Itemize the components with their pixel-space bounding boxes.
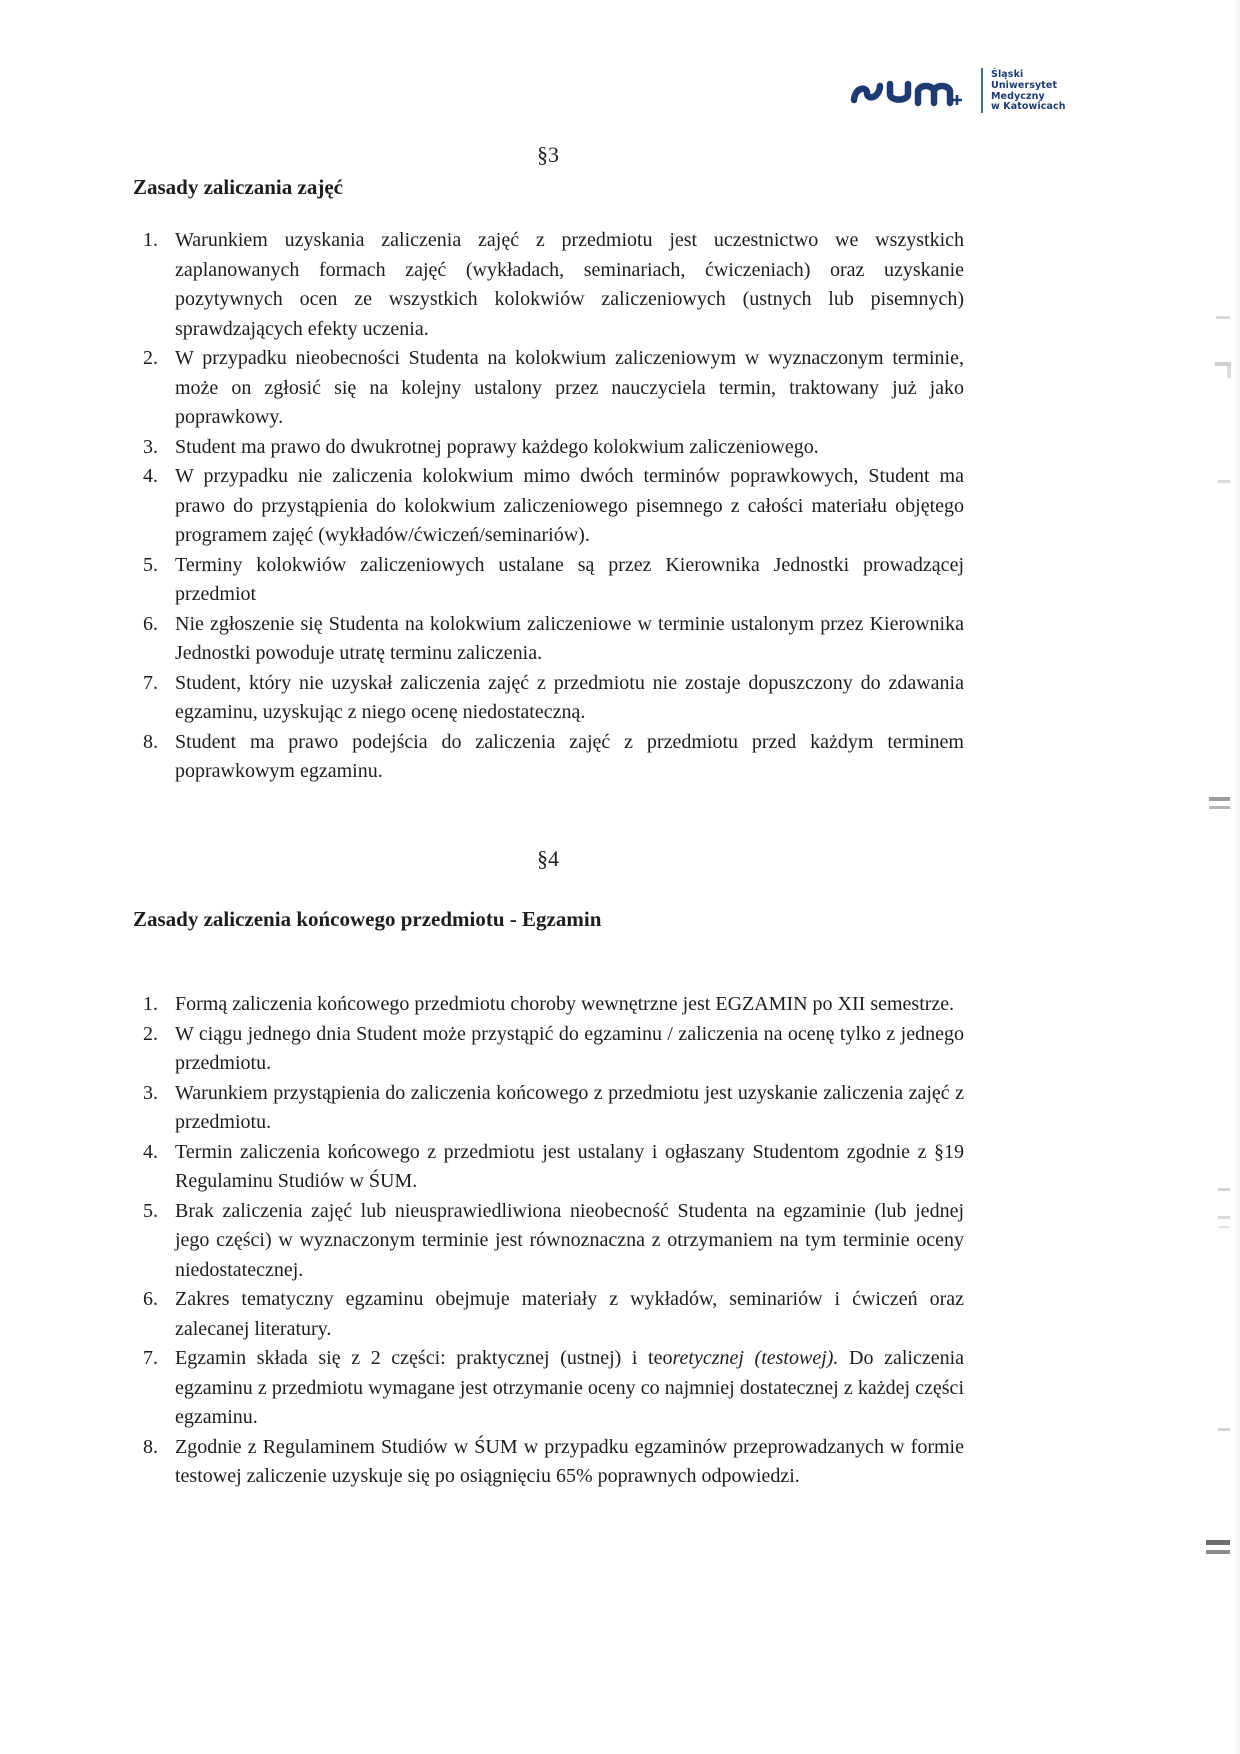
item-text: Egzamin składa się z 2 części: praktycznej (ustnej) i teoretycznej (testowej). Do zaliczenia egzaminu z przedmiotu wymagane jest otrzymanie oceny co najmniej dostatecznej z każdej części egzaminu.: [175, 1347, 965, 1428]
item-text: W przypadku nieobecności Studenta na kolokwium zaliczeniowym w wyznaczonym terminie, może on zgłosić się na kolejny ustalony przez nauczyciela termin, traktowany już jako poprawkowy.: [175, 347, 964, 428]
item-text: Termin zaliczenia końcowego z przedmiotu jest ustalany i ogłaszany Studentom zgodnie z §19 Regulaminu Studiów w ŚUM.: [175, 1140, 964, 1192]
item-text: Student ma prawo podejścia do zaliczenia zajęć z przedmiotu przed każdym terminem poprawkowym egzaminu.: [175, 730, 964, 782]
item-number: 8.: [143, 1435, 158, 1458]
item-number: 8.: [143, 730, 158, 753]
scan-artifact: [1218, 1216, 1230, 1219]
item-number: 6.: [143, 1288, 158, 1310]
list-item: [143, 1285, 964, 1344]
scan-artifact: [1209, 806, 1230, 809]
scan-edge-shade: [1230, 0, 1240, 1754]
item-text: Zakres tematyczny egzaminu obejmuje materiały z wykładów, seminariów i ćwiczeń oraz zalecanej literatury.: [175, 1288, 964, 1340]
item-number: 6.: [143, 612, 158, 635]
university-logo: [845, 60, 1085, 122]
list-item: [143, 551, 964, 610]
list-item: [143, 433, 964, 463]
item-number: 4.: [143, 465, 158, 487]
scan-artifact: [1206, 1550, 1230, 1554]
logo-org-name: [991, 70, 1066, 113]
item-text: Student, który nie uzyskał zaliczenia zajęć z przedmiotu nie zostaje dopuszczony do zdawania egzaminu, uzyskując z niego ocenę niedostateczną.: [175, 671, 964, 723]
item-text: Formą zaliczenia końcowego przedmiotu choroby wewnętrzne jest EGZAMIN po XII semestrze.: [175, 993, 955, 1015]
ordered-list-4: [133, 990, 964, 1492]
item-text: W przypadku nie zaliczenia kolokwium mimo dwóch terminów poprawkowych, Student ma prawo do przystąpienia do kolokwium zaliczeniowego pisemnego z całości materiału objętego programem zajęć (wykładów/ćwiczeń/seminariów).: [175, 465, 964, 546]
item-text: Warunkiem uzyskania zaliczenia zajęć z przedmiotu jest uczestnictwo we wszystkich zaplanowanych formach zajęć (wykładach, seminariach, ćwiczeniach) oraz uzyskanie pozytywnych ocen ze wszystkich kolokwiów zaliczeniowych (ustnych lub pisemnych) sprawdzających efekty uczenia.: [175, 229, 964, 340]
item-number: 3.: [143, 1081, 158, 1104]
item-number: 1.: [143, 229, 158, 251]
section-mark-4: §4: [537, 846, 559, 871]
list-item: [143, 1344, 964, 1433]
item-number: 1.: [143, 993, 158, 1015]
scan-artifact: [1216, 316, 1230, 319]
scan-artifact: [1219, 1226, 1229, 1228]
scan-artifact: [1206, 1540, 1230, 1545]
list-item: [143, 610, 964, 669]
org-line: Medyczny: [991, 90, 1045, 102]
scan-artifact: [1218, 1188, 1230, 1191]
logo-divider: [981, 68, 983, 113]
item-number: 7.: [143, 1347, 158, 1369]
item-text: Terminy kolokwiów zaliczeniowych ustalane są przez Kierownika Jednostki prowadzącej przedmiot: [175, 553, 964, 605]
org-line: Śląski: [991, 69, 1024, 80]
item-text: Zgodnie z Regulaminem Studiów w ŚUM w przypadku egzaminów przeprowadzanych w formie testowej zaliczenie uzyskuje się po osiągnięciu 65% poprawnych odpowiedzi.: [175, 1435, 964, 1487]
item-number: 3.: [143, 435, 158, 458]
section-heading-4: Zasady zaliczenia końcowego przedmiotu - Egzamin: [133, 907, 602, 931]
list-item: [143, 1020, 964, 1079]
list-item: [143, 669, 964, 728]
sum-wordmark-icon: [850, 78, 963, 108]
list-item: [143, 1433, 964, 1492]
list-item: [143, 462, 964, 551]
item-number: 2.: [143, 1022, 158, 1045]
item-text: Nie zgłoszenie się Studenta na kolokwium zaliczeniowe w terminie ustalonym przez Kierownika Jednostki powoduje utratę terminu zaliczenia.: [175, 612, 964, 664]
scan-artifact: [1218, 480, 1230, 483]
item-text: Student ma prawo do dwukrotnej poprawy każdego kolokwium zaliczeniowego.: [175, 435, 819, 458]
list-item: [143, 1197, 964, 1286]
section-heading-3: Zasady zaliczania zajęć: [133, 175, 343, 199]
item-number: 5.: [143, 553, 158, 576]
org-line: Uniwersytet: [991, 79, 1058, 91]
org-line: w Katowicach: [991, 101, 1066, 113]
list-item: [143, 1079, 964, 1138]
item-number: 2.: [143, 347, 158, 369]
list-item: [143, 344, 964, 433]
item-text: Warunkiem przystąpienia do zaliczenia końcowego z przedmiotu jest uzyskanie zaliczenia zajęć z przedmiotu.: [175, 1081, 964, 1133]
item-text: Brak zaliczenia zajęć lub nieusprawiedliwiona nieobecność Studenta na egzaminie (lub jednej jego części) w wyznaczonym terminie jest równoznaczna z otrzymaniem na tym terminie oceny niedostatecznej.: [175, 1199, 964, 1281]
item-number: 5.: [143, 1199, 158, 1222]
scan-artifact: [1218, 1428, 1230, 1431]
list-item: [143, 1138, 964, 1197]
item-text: W ciągu jednego dnia Student może przystąpić do egzaminu / zaliczenia na ocenę tylko z jednego przedmiotu.: [175, 1022, 964, 1074]
ordered-list-3: [133, 226, 964, 787]
item-number: 7.: [143, 671, 158, 694]
scan-artifact: [1209, 797, 1230, 801]
list-item: [143, 990, 964, 1020]
list-item: [143, 226, 964, 344]
section-mark-3: §3: [537, 142, 559, 167]
item-number: 4.: [143, 1140, 158, 1163]
list-item: [143, 728, 964, 787]
